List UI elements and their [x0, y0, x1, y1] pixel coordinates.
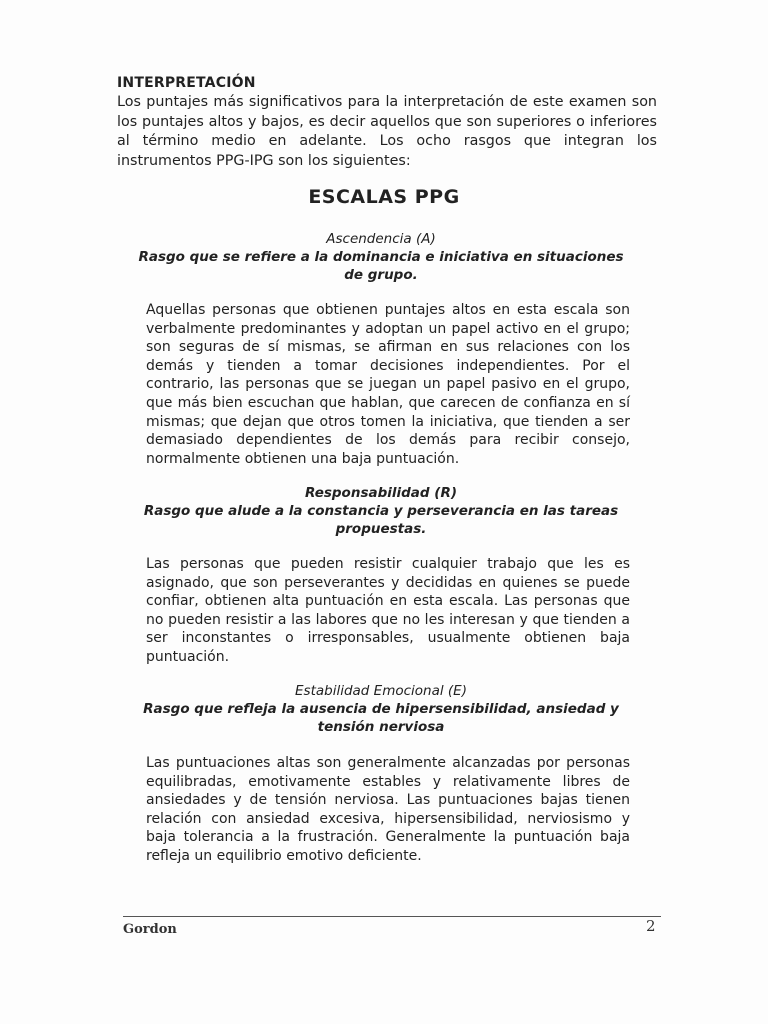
trait-name: Estabilidad Emocional (E): [295, 683, 467, 699]
trait-name: Responsabilidad (R): [304, 485, 458, 501]
intro-heading: INTERPRETACIÓN: [117, 75, 256, 91]
trait-heading-estabilidad: [130, 682, 632, 736]
trait-description: Rasgo que se refiere a la dominancia e iniciativa en situaciones de grupo.: [138, 249, 624, 283]
trait-description: Rasgo que alude a la constancia y perseverancia en las tareas propuestas.: [143, 503, 619, 537]
intro-block: [117, 74, 657, 171]
intro-paragraph: Los puntajes más significativos para la interpretación de este examen son los puntajes altos y bajos, es decir aquellos que son superiores o inferiores al término medio en adelante. Los ocho rasgos que integran los instrumentos PPG-IPG son los siguientes:: [117, 94, 657, 169]
trait-heading-ascendencia: [130, 230, 632, 284]
trait-paragraph-estabilidad: Las puntuaciones altas son generalmente alcanzadas por personas equilibradas, emotivamente estables y relativamente libres de ansiedades y de tensión nerviosa. Las puntuaciones bajas tienen relación con ansiedad excesiva, hipersensibilidad, nerviosismo y baja tolerancia a la frustración. Generalmente la puntuación baja refleja un equilibrio emotivo deficiente.: [146, 755, 630, 864]
section-title: ESCALAS PPG: [308, 186, 460, 208]
trait-paragraph-responsabilidad: Las personas que pueden resistir cualquier trabajo que les es asignado, que son perseverantes y decididas en quienes se puede confiar, obtienen alta puntuación en esta escala. Las personas que no pueden resistir a las labores que no les interesan y que tienden a ser inconstantes o irresponsables, usualmente obtienen baja puntuación.: [146, 556, 630, 665]
footer-author: Gordon: [123, 922, 177, 937]
trait-description: Rasgo que refleja la ausencia de hipersensibilidad, ansiedad y tensión nerviosa: [143, 701, 619, 735]
trait-name: Ascendencia (A): [326, 231, 436, 247]
trait-paragraph-ascendencia: Aquellas personas que obtienen puntajes altos en esta escala son verbalmente predominantes y adoptan un papel activo en el grupo; son seguras de sí mismas, se afirman en sus relaciones con los demás y tienden a tomar decisiones independientes. Por el contrario, las personas que se juegan un papel pasivo en el grupo, que más bien escuchan que hablan, que carecen de confianza en sí mismas; que dejan que otros tomen la iniciativa, que tienden a ser demasiado dependientes de los demás para recibir consejo, normalmente obtienen una baja puntuación.: [146, 302, 630, 467]
footer-divider: [123, 916, 661, 917]
trait-heading-responsabilidad: [130, 484, 632, 538]
page-number: 2: [646, 917, 656, 935]
